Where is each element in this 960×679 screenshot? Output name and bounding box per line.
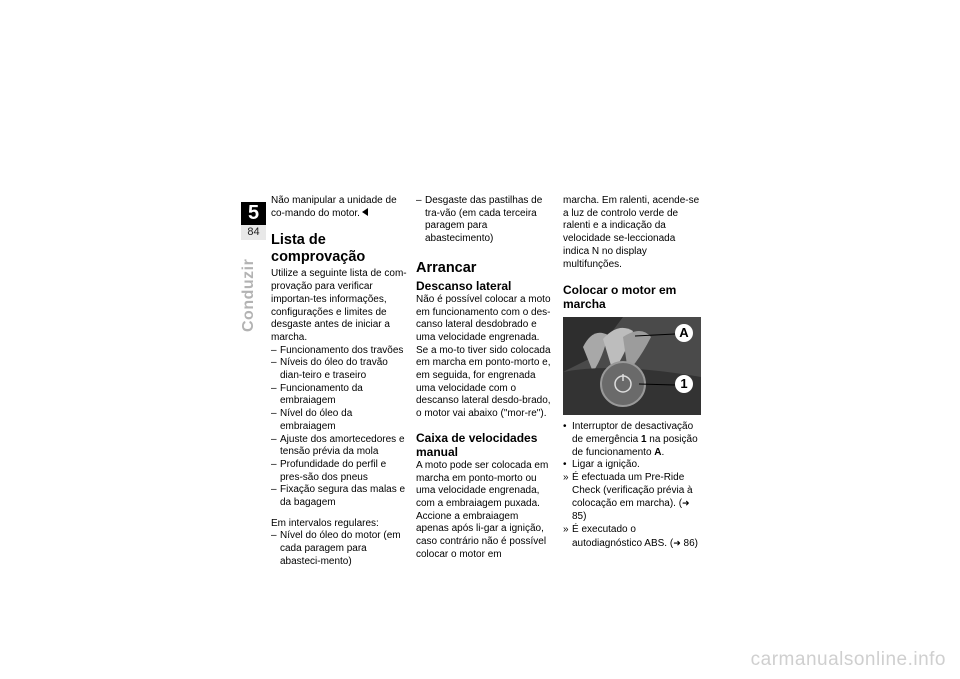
interval-list-continued [416,195,552,246]
list-item: – Profundidade do perfil e pres-são dos pneus [271,459,408,484]
list-item: – Funcionamento dos travões [271,345,408,358]
chapter-title: Conduzir [240,258,257,332]
list-item [563,472,702,524]
page-ref-arrow-icon: ➜ [682,498,690,509]
checklist [271,345,408,510]
watermark: carmanualsonline.info [750,649,946,670]
checklist-heading: Lista de comprovação [271,232,366,266]
step-ref-letter: A [654,446,662,458]
chapter-tab [241,202,266,240]
list-item: – Desgaste das pastilhas de tra-vão (em cada terceira paragem para abastecimento) [416,195,552,246]
list-item: – Ajuste dos amortecedores e tensão prévia da mola [271,434,408,459]
side-stand-text: Não é possível colocar a moto em funcionamento com o des-canso lateral desdobrado e uma velocidade engrenada. Se a mo-to tiver sido colocada em marcha em ponto-morto e, em seguida, for engrenada uma velocidade com o descanso lateral desdo-brado, o motor vai abaixo ("mor-re"). [416,293,551,420]
chapter-side-title [240,258,270,422]
result-text: ) [694,537,698,549]
start-steps [563,421,702,472]
handlebar-switch-figure [563,317,701,415]
figure-label-a: A [675,324,693,342]
end-mark-icon [362,208,368,216]
page-number: 84 [247,226,260,238]
intervals-label: Em intervalos regulares: [271,517,379,529]
page-ref-link[interactable]: 85 [572,511,584,523]
list-item [563,421,702,459]
chapter-number: 5 [241,202,266,225]
step-text: na posição de funcionamento [572,433,698,458]
list-item: – Nível do óleo da embraiagem [271,408,408,433]
step-ref-number: 1 [640,433,647,445]
start-heading: Arrancar [416,259,477,276]
idle-text: marcha. Em ralenti, acende-se a luz de controlo verde de ralenti e a indicação da velocidade se-leccionada indica N no display multifunções. [563,195,700,270]
figure-label-1: 1 [675,375,693,393]
side-stand-heading: Descanso lateral [416,278,512,293]
list-item: – Nível do óleo do motor (em cada paragem para abasteci-mento) [271,530,408,568]
column-3 [563,195,702,550]
column-2 [416,195,552,561]
page-ref-arrow-icon: ➜ [673,537,681,548]
list-item: – Funcionamento da embraiagem [271,383,408,408]
result-text: É efectuada um Pre-Ride Check (verificação prévia à colocação em marcha). ( [572,472,693,510]
intro-paragraph [271,195,408,220]
list-item: – Fixação segura das malas e da bagagem [271,484,408,509]
checklist-intro: Utilize a seguinte lista de com-provação para verificar importan-tes informações, configurações e limites de desgaste antes de iniciar a marcha. [271,268,407,343]
result-text: ) [583,511,587,523]
result-text: É executado o autodiagnóstico ABS. ( [572,523,674,549]
result-list [563,472,702,550]
page-ref-link[interactable]: 86 [683,537,695,549]
manual-gearbox-text: A moto pode ser colocada em marcha em ponto-morto ou uma velocidade engrenada, com a embraiagem puxada. Accione a embraiagem apenas após li-gar a ignição, caso contrário não é possível colocar o motor em [416,459,549,560]
start-engine-heading: Colocar o motor em marcha [563,283,677,312]
column-1 [271,195,408,569]
manual-gearbox-heading: Caixa de velocidades manual [416,430,538,459]
list-item: – Níveis do óleo do travão dian-teiro e traseiro [271,357,408,382]
list-item [563,524,702,550]
step-text: Interruptor de desactivação de emergência [572,421,694,445]
list-item: • Ligar a ignição. [563,459,702,472]
step-text: . [661,446,665,458]
intro-text: Não manipular a unidade de co-mando do motor. [271,195,397,219]
interval-list [271,530,408,568]
